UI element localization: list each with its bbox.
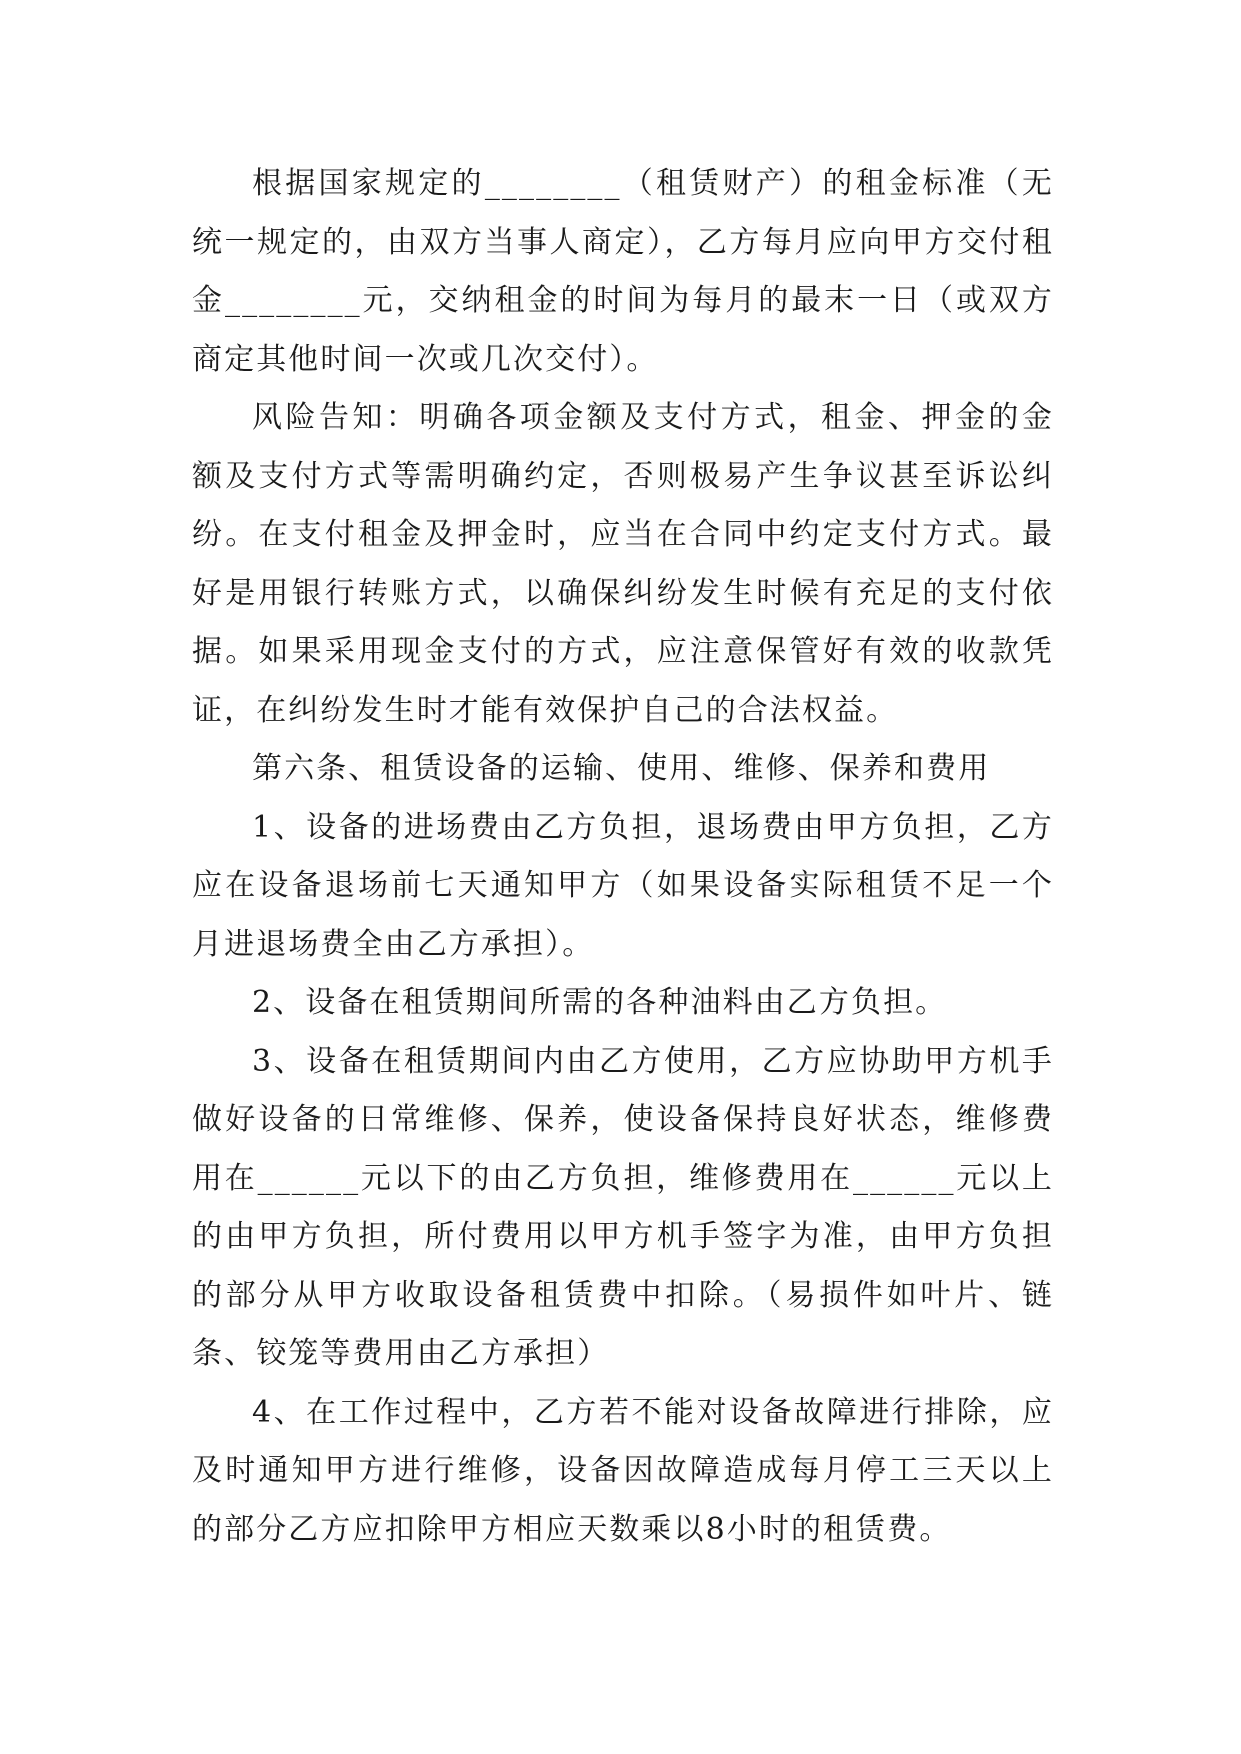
document-body bbox=[192, 155, 1054, 1559]
paragraph-rent-standard: 根据国家规定的________（租赁财产）的租金标准（无统一规定的，由双方当事人商定），乙方每月应向甲方交付租金________元，交纳租金的时间为每月的最末一日（或双方商定其他时间一次或几次交付）。 bbox=[192, 166, 1054, 377]
clause-2-fuel: 2、设备在租赁期间所需的各种油料由乙方负担。 bbox=[252, 985, 948, 1020]
article-six-heading: 第六条、租赁设备的运输、使用、维修、保养和费用 bbox=[252, 751, 991, 786]
clause-4-breakdown: 4、在工作过程中，乙方若不能对设备故障进行排除，应及时通知甲方进行维修，设备因故障造成每月停工三天以上的部分乙方应扣除甲方相应天数乘以8小时的租赁费。 bbox=[192, 1394, 1054, 1547]
paragraph-risk-notice: 风险告知：明确各项金额及支付方式，租金、押金的金额及支付方式等需明确约定，否则极易产生争议甚至诉讼纠纷。在支付租金及押金时，应当在合同中约定支付方式。最好是用银行转账方式，以确保纠纷发生时候有充足的支付依据。如果采用现金支付的方式，应注意保管好有效的收款凭证，在纠纷发生时才能有效保护自己的合法权益。 bbox=[192, 400, 1054, 728]
clause-3-maintenance: 3、设备在租赁期间内由乙方使用，乙方应协助甲方机手做好设备的日常维修、保养，使设备保持良好状态，维修费用在______元以下的由乙方负担，维修费用在______元以上的由甲方负担，所付费用以甲方机手签字为准，由甲方负担的部分从甲方收取设备租赁费中扣除。（易损件如叶片、链条、铰笼等费用由乙方承担） bbox=[192, 1043, 1054, 1371]
clause-1-entry-exit-fees: 1、设备的进场费由乙方负担，退场费由甲方负担，乙方应在设备退场前七天通知甲方（如果设备实际租赁不足一个月进退场费全由乙方承担）。 bbox=[192, 809, 1054, 962]
